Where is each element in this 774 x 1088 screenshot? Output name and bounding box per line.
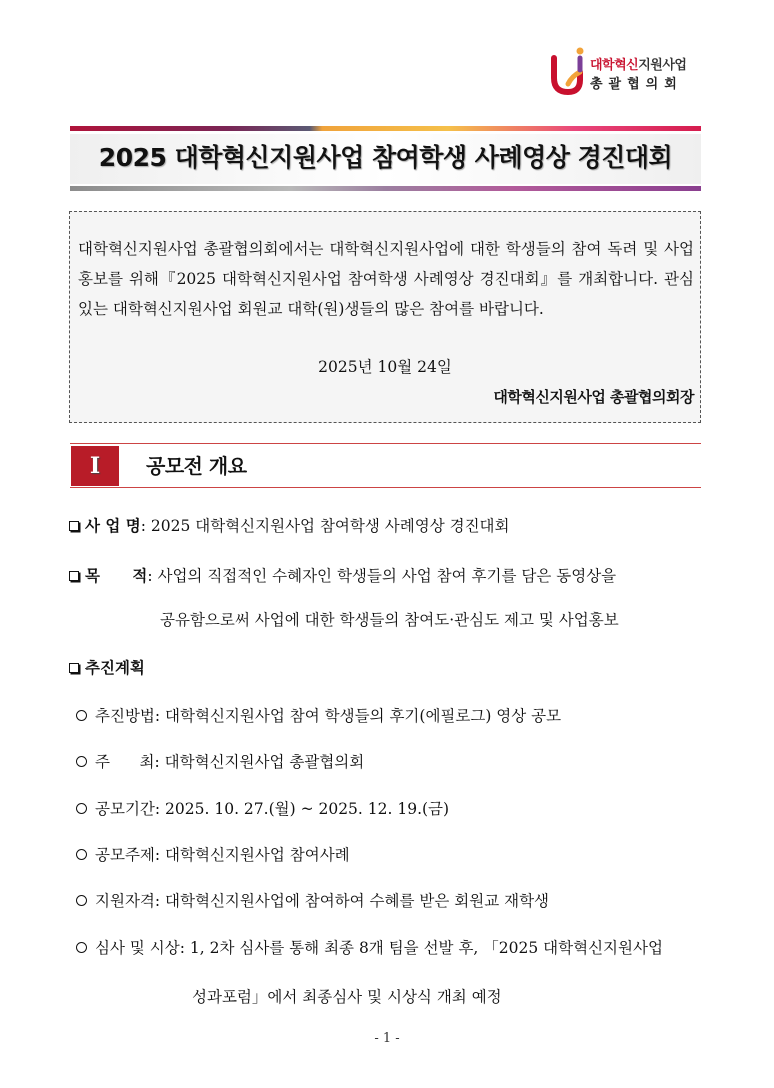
bullet-circle-icon [76, 942, 87, 953]
plan-item [76, 843, 350, 865]
plan-item-text: 공모기간: 2025. 10. 27.(월) ~ 2025. 12. 19.(금) [95, 800, 450, 818]
logo-mark-icon [548, 46, 588, 98]
purpose-value-line2: 공유함으로써 사업에 대한 학생들의 참여도·관심도 제고 및 사업홍보 [160, 611, 619, 629]
bullet-circle-icon [76, 849, 87, 860]
section-line-top [70, 443, 701, 444]
plan-label: 추진계획 [85, 659, 145, 677]
checkbox-square-icon [69, 521, 79, 531]
bullet-circle-icon [76, 895, 87, 906]
section-line-bottom [70, 487, 701, 488]
organization-logo [548, 46, 708, 98]
page-number: - 1 - [374, 1031, 400, 1046]
intro-signature: 대학혁신지원사업 총괄협의회장 [493, 388, 694, 406]
checkbox-square-icon [69, 663, 79, 673]
plan-item-text: 주 최: 대학혁신지원사업 총괄협의회 [95, 753, 365, 771]
plan-item-text: 추진방법: 대학혁신지원사업 참여 학생들의 후기(에필로그) 영상 공모 [95, 707, 562, 725]
intro-date: 2025년 10월 24일 [318, 358, 452, 376]
title-top-bar [70, 126, 701, 131]
plan-item [76, 750, 364, 772]
purpose-row [69, 564, 616, 586]
logo-text-line2: 총괄협의회 [590, 77, 683, 92]
intro-box [69, 211, 701, 423]
section-number: Ⅰ [71, 446, 119, 486]
plan-item [76, 704, 561, 726]
project-name-row [69, 514, 509, 536]
document-title: 2025 대학혁신지원사업 참여학생 사례영상 경진대회 [98, 143, 673, 172]
checkbox-square-icon [69, 571, 79, 581]
purpose-value-line1: : 사업의 직접적인 수혜자인 학생들의 사업 참여 후기를 담은 동영상을 [147, 567, 617, 585]
purpose-label: 목 적 [85, 567, 148, 585]
logo-text-line1: 대학혁신지원사업 [590, 58, 687, 73]
bullet-circle-icon [76, 756, 87, 767]
bullet-circle-icon [76, 803, 87, 814]
plan-header-row [69, 656, 145, 678]
plan-item-text: 공모주제: 대학혁신지원사업 참여사례 [95, 846, 350, 864]
plan-item [76, 889, 549, 911]
plan-item-text: 지원자격: 대학혁신지원사업에 참여하여 수혜를 받은 회원교 재학생 [95, 892, 550, 910]
bullet-circle-icon [76, 710, 87, 721]
project-name-value: : 2025 대학혁신지원사업 참여학생 사례영상 경진대회 [140, 517, 510, 535]
project-name-label: 사 업 명 [85, 517, 141, 535]
title-bottom-bar [70, 186, 701, 191]
section-title: 공모전 개요 [146, 454, 247, 478]
intro-paragraph: 대학혁신지원사업 총괄협의회에서는 대학혁신지원사업에 대한 학생들의 참여 독려 및 사업홍보를 위해『2025 대학혁신지원사업 참여학생 사례영상 경진대회』를 개최합니다. 관심있는 대학혁신지원사업 회원교 대학(원)생들의 많은 참여를 바랍니다. [78, 240, 694, 318]
plan-item [76, 797, 449, 819]
plan-item-text: 심사 및 시상: 1, 2차 심사를 통해 최종 8개 팀을 선발 후, 「2025 대학혁신지원사업 [95, 939, 663, 957]
plan-item-continuation: 성과포럼」에서 최종심사 및 시상식 개최 예정 [192, 988, 502, 1006]
plan-item [76, 936, 663, 958]
